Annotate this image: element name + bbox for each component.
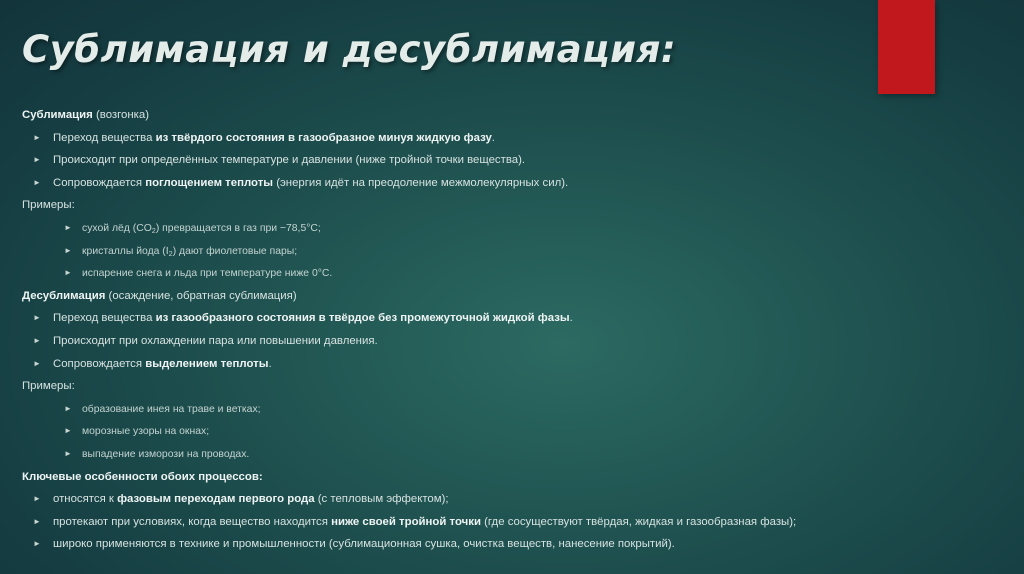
sublimation-heading: Сублимация (возгонка) xyxy=(22,109,150,121)
example-item: ► кристаллы йода $(I_2)$ дают фиолетовые пары; xyxy=(22,240,1002,263)
arrow-bullet-icon: ► xyxy=(33,358,41,368)
slide-title: Сублимация и десублимация: xyxy=(22,28,677,71)
list-item: ► относятся к фазовым переходам первого рода (с тепловым эффектом); xyxy=(22,488,1002,511)
arrow-bullet-icon: ► xyxy=(33,516,41,526)
desublimation-heading: Десублимация (осаждение, обратная сублимация) xyxy=(22,289,297,302)
arrow-bullet-icon: ► xyxy=(64,426,72,436)
example-item: ► выпадение изморози на проводах. xyxy=(22,443,1002,466)
list-item: ► Сопровождается выделением теплоты. xyxy=(22,353,1002,376)
examples-label: Примеры: xyxy=(22,199,75,212)
list-item: ► протекают при условиях, когда вещество находится ниже своей тройной точки (где сосуществуют твёрдая, жидкая и газообразная фазы); xyxy=(22,511,1002,534)
list-item: ► Происходит при охлаждении пара или повышении давления. xyxy=(22,330,1002,353)
list-item: ► Переход вещества из газообразного состояния в твёрдое без промежуточной жидкой фазы. xyxy=(22,307,1002,330)
arrow-bullet-icon: ► xyxy=(33,539,41,549)
arrow-bullet-icon: ► xyxy=(64,222,72,232)
red-accent-bar xyxy=(878,0,935,94)
example-item: ► испарение снега и льда при температуре ниже 0°C. xyxy=(22,262,1002,285)
arrow-bullet-icon: ► xyxy=(64,403,72,413)
list-item: ► Переход вещества из твёрдого состояния в газообразное минуя жидкую фазу. xyxy=(22,127,1002,150)
list-item: ► Сопровождается поглощением теплоты (энергия идёт на преодоление межмолекулярных сил). xyxy=(22,172,1002,195)
arrow-bullet-icon: ► xyxy=(33,177,41,187)
arrow-bullet-icon: ► xyxy=(64,448,72,458)
arrow-bullet-icon: ► xyxy=(33,132,41,142)
example-item: ► сухой лёд $(CO_2)$ превращается в газ при −78,5°C; xyxy=(22,217,1002,240)
example-item: ► морозные узоры на окнах; xyxy=(22,420,1002,443)
arrow-bullet-icon: ► xyxy=(33,494,41,504)
arrow-bullet-icon: ► xyxy=(33,313,41,323)
example-item: ► образование инея на траве и ветках; xyxy=(22,398,1002,421)
features-heading: Ключевые особенности обоих процессов: xyxy=(22,470,263,483)
list-item: ► Происходит при определённых температуре и давлении (ниже тройной точки вещества). xyxy=(22,149,1002,172)
examples-label: Примеры: xyxy=(22,380,75,393)
arrow-bullet-icon: ► xyxy=(64,268,72,278)
arrow-bullet-icon: ► xyxy=(33,335,41,345)
arrow-bullet-icon: ► xyxy=(64,245,72,255)
slide-content xyxy=(22,104,1002,556)
list-item: ► широко применяются в технике и промышленности (сублимационная сушка, очистка веществ, нанесение покрытий). xyxy=(22,533,1002,556)
arrow-bullet-icon: ► xyxy=(33,155,41,165)
